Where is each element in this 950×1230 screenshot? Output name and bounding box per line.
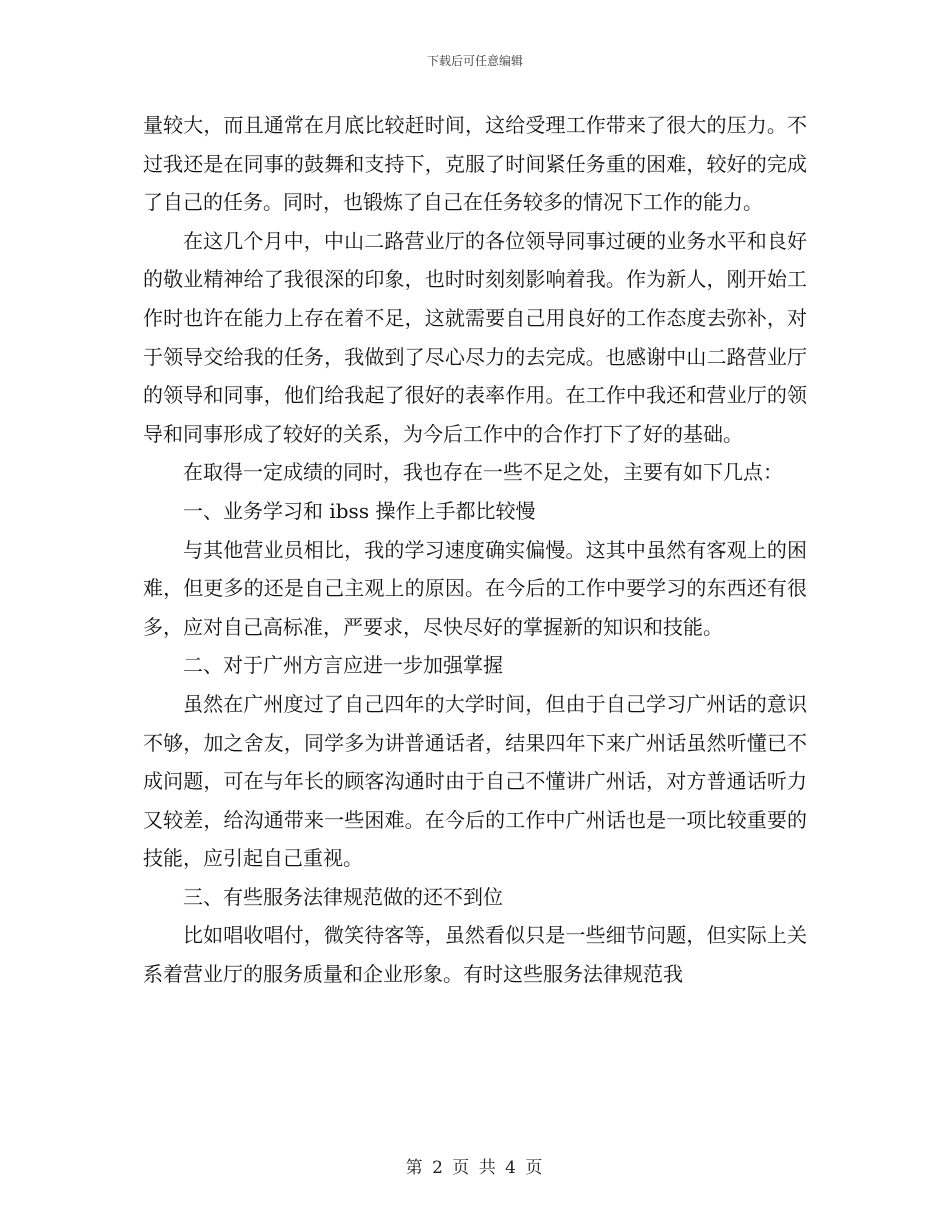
paragraph: 虽然在广州度过了自己四年的大学时间，但由于自己学习广州话的意识不够，加之舍友，同学多为讲普通话者，结果四年下来广州话虽然听懂已不成问题，可在与年长的顾客沟通时由于自己不懂讲广州话，对方普通话听力又较差，给沟通带来一些困难。在今后的工作中广州话也是一项比较重要的技能，应引起自己重视。	[143, 691, 807, 871]
section-heading: 二、对于广州方言应进一步加强掌握	[183, 653, 503, 678]
page-header: 下载后可任意编辑	[426, 54, 523, 68]
section-heading: 一、业务学习和 ibss 操作上手都比较慢	[183, 498, 536, 523]
paragraph: 在这几个月中，中山二路营业厅的各位领导同事过硬的业务水平和良好的敬业精神给了我很深的印象，也时时刻刻影响着我。作为新人，刚开始工作时也许在能力上存在着不足，这就需要自己用良好的工作态度去弥补，对于领导交给我的任务，我做到了尽心尽力的去完成。也感谢中山二路营业厅的领导和同事，他们给我起了很好的表率作用。在工作中我还和营业厅的领导和同事形成了较好的关系，为今后工作中的合作打下了好的基础。	[143, 228, 807, 446]
section-heading: 三、有些服务法律规范做的还不到位	[183, 884, 503, 909]
paragraph: 与其他营业员相比，我的学习速度确实偏慢。这其中虽然有客观上的困难，但更多的还是自己主观上的原因。在今后的工作中要学习的东西还有很多，应对自己高标准，严要求，尽快尽好的掌握新的知识和技能。	[143, 537, 807, 639]
document-body	[143, 106, 807, 994]
paragraph: 比如唱收唱付，微笑待客等，虽然看似只是一些细节问题，但实际上关系着营业厅的服务质量和企业形象。有时这些服务法律规范我	[143, 923, 807, 987]
paragraph: 量较大，而且通常在月底比较赶时间，这给受理工作带来了很大的压力。不过我还是在同事的鼓舞和支持下，克服了时间紧任务重的困难，较好的完成了自己的任务。同时，也锻炼了自己在任务较多的情况下工作的能力。	[143, 113, 807, 215]
page-number-footer: 第 2 页 共 4 页	[405, 1158, 545, 1178]
paragraph: 在取得一定成绩的同时，我也存在一些不足之处，主要有如下几点：	[183, 460, 783, 485]
